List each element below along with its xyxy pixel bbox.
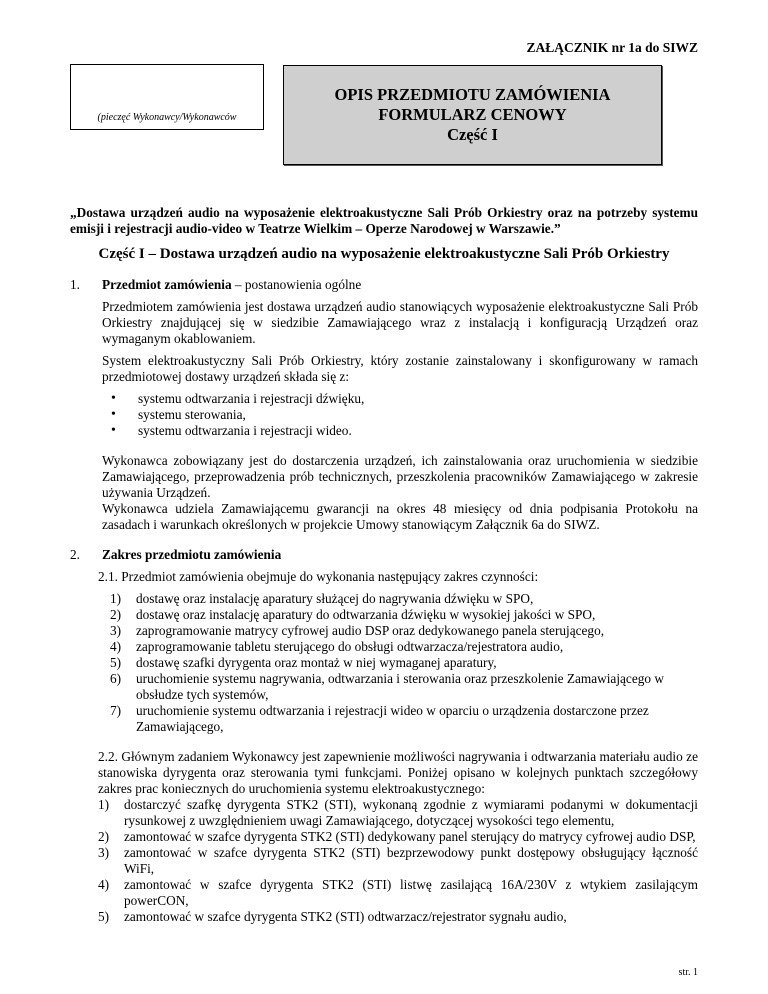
- scope-list: [110, 591, 698, 735]
- paragraph: Przedmiotem zamówienia jest dostawa urządzeń audio stanowiących wyposażenie elektroakustyczne Sali Prób Orkiestry znajdującej się w siedzibie Zamawiającego wraz z instalacją i konfiguracją Urządzeń oraz wymaganym okablowaniem.: [102, 299, 698, 346]
- part-title: Część I – Dostawa urządzeń audio na wyposażenie elektroakustyczne Sali Prób Orkiestry: [98, 246, 670, 262]
- contractor-stamp-box: [70, 64, 264, 130]
- list-item: 1) dostarczyć szafkę dyrygenta STK2 (STI), wykonaną zgodnie z wymiarami podanymi w dokumentacji rysunkowej z uwzględnieniem uwagi Zamawiającego, dotyczącej wysokości tego elementu,: [98, 797, 698, 828]
- subsection-2-2: [98, 749, 698, 797]
- list-item: 4) zaprogramowanie tabletu sterującego do obsługi odtwarzacza/rejestratora audio,: [110, 639, 564, 654]
- list-item: 3) zamontować w szafce dyrygenta STK2 (STI) bezprzewodowy punkt dostępowy obsługujący łączność WiFi,: [98, 845, 698, 876]
- paragraph: Wykonawca zobowiązany jest do dostarczenia urządzeń, ich zainstalowania oraz uruchomienia w siedzibie Zamawiającego, przeprowadzenia prób technicznych, przeszkolenia pracowników Zamawiającego w zakresie używania Urządzeń.: [102, 453, 698, 500]
- list-item: 1) dostawę oraz instalację aparatury służącej do nagrywania dźwięku w SPO,: [110, 591, 534, 606]
- list-item: 5) zamontować w szafce dyrygenta STK2 (STI) odtwarzacz/rejestrator sygnału audio,: [98, 909, 567, 924]
- section-2-title: Zakres przedmiotu zamówienia: [102, 547, 282, 562]
- list-item: 2) zamontować w szafce dyrygenta STK2 (STI) dedykowany panel sterujący do matrycy cyfrowej audio DSP,: [98, 829, 696, 844]
- subsection-2-2-text: 2.2. Głównym zadaniem Wykonawcy jest zapewnienie możliwości nagrywania i odtwarzania materiału audio ze stanowiska dyrygenta oraz sterowania tymi funkcjami. Poniżej opisano w kolejnych punktach szczegółowy zakres prac koniecznych do uruchomienia systemu elektroakustycznego:: [98, 749, 698, 796]
- system-list: [102, 391, 698, 439]
- document-title-box: [283, 65, 662, 165]
- list-item: 4) zamontować w szafce dyrygenta STK2 (STI) listwę zasilającą 16A/230V z wtykiem zasilającym powerCON,: [98, 877, 698, 908]
- document-body: [70, 277, 698, 925]
- paragraph: Wykonawca udziela Zamawiającemu gwarancji na okres 48 miesięcy od dnia podpisania Protokołu na zasadach i warunkach określonych w projekcie Umowy stanowiącym Załącznik 6a do SIWZ.: [102, 501, 698, 532]
- list-item: • systemu odtwarzania i rejestracji dźwięku,: [102, 391, 698, 407]
- list-item: 7) uruchomienie systemu odtwarzania i rejestracji wideo w oparciu o urządzenia dostarczone przez Zamawiającego,: [110, 703, 649, 734]
- section-1-title-rest: – postanowienia ogólne: [231, 277, 362, 292]
- intro-paragraph: „Dostawa urządzeń audio na wyposażenie elektroakustyczne Sali Prób Orkiestry oraz na potrzeby systemu emisji i rejestracji audio-video w Teatrze Wielkim – Operze Narodowej w Warszawie.”: [70, 205, 698, 236]
- works-list: [98, 797, 698, 925]
- list-item: 6) uruchomienie systemu nagrywania, odtwarzania i sterowania oraz przeszkolenie Zamawiającego w obsłudze tych systemów,: [110, 671, 664, 702]
- paragraph: System elektroakustyczny Sali Prób Orkiestry, który zostanie zainstalowany i skonfigurowany w ramach przedmiotowej dostawy urządzeń składa się z:: [102, 353, 698, 384]
- list-item: • systemu sterowania,: [102, 407, 698, 423]
- page-number: str. 1: [678, 967, 698, 978]
- section-1-heading: [70, 277, 698, 293]
- title-line-2: FORMULARZ CENOWY: [378, 105, 567, 124]
- list-item: • systemu odtwarzania i rejestracji wideo.: [102, 423, 698, 439]
- section-2-heading: [70, 547, 698, 563]
- section-1-title: Przedmiot zamówienia: [102, 277, 232, 292]
- stamp-label: (pieczęć Wykonawcy/Wykonawców: [97, 112, 237, 123]
- attachment-label: ZAŁĄCZNIK nr 1a do SIWZ: [526, 40, 698, 55]
- list-item: 2) dostawę oraz instalację aparatury do odtwarzania dźwięku w wysokiej jakości w SPO,: [110, 607, 596, 622]
- title-line-3: Część I: [447, 125, 498, 144]
- list-item: 5) dostawę szafki dyrygenta oraz montaż w niej wymaganej aparatury,: [110, 655, 497, 670]
- section-number: 2.: [70, 547, 80, 562]
- subsection-2-1: 2.1. Przedmiot zamówienia obejmuje do wykonania następujący zakres czynności:: [98, 569, 539, 584]
- list-item: 3) zaprogramowanie matrycy cyfrowej audio DSP oraz dedykowanego panela sterującego,: [110, 623, 605, 638]
- title-line-1: OPIS PRZEDMIOTU ZAMÓWIENIA: [334, 85, 611, 104]
- section-number: 1.: [70, 277, 80, 292]
